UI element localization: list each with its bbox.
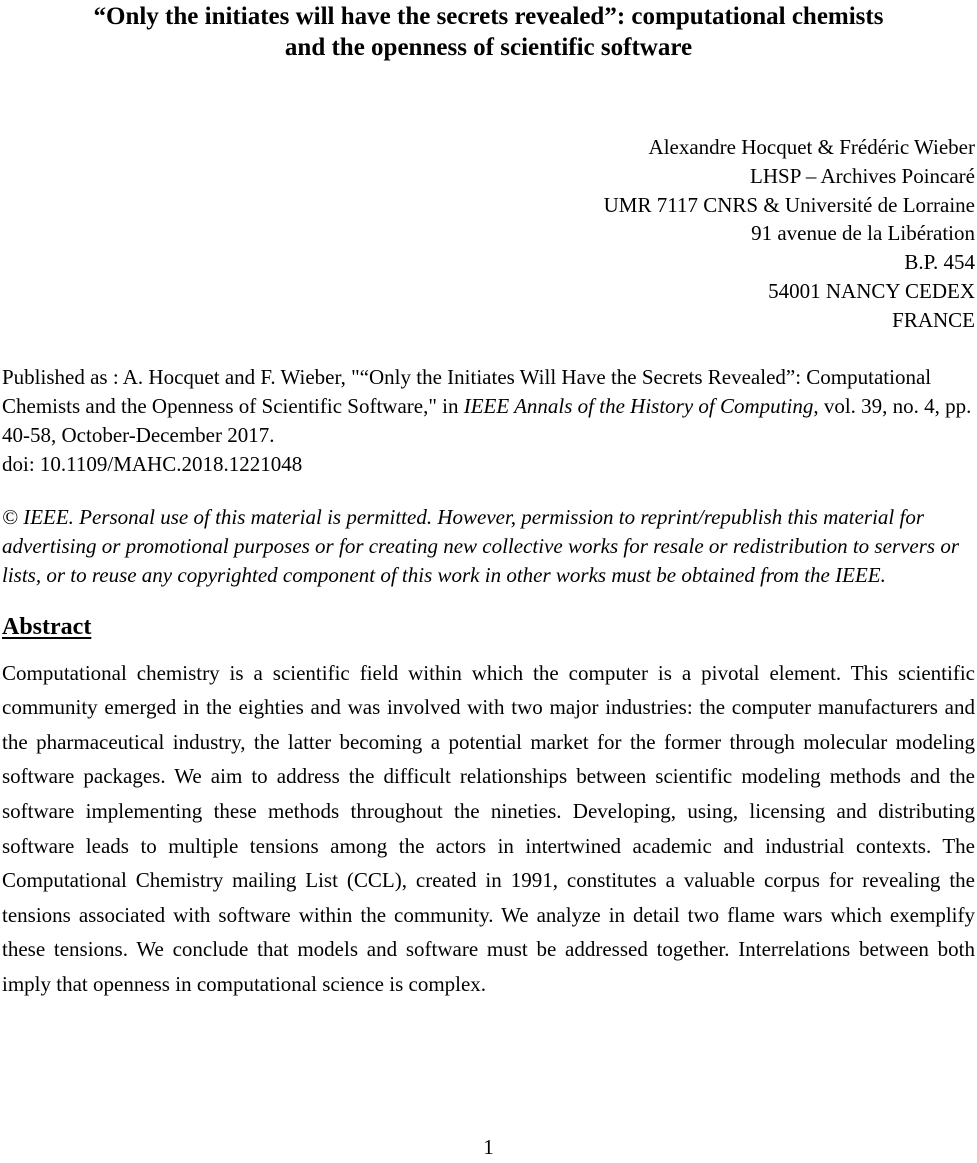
published-as-paragraph bbox=[2, 363, 975, 479]
author-address-box: B.P. 454 bbox=[904, 250, 975, 275]
author-address-country: FRANCE bbox=[892, 307, 975, 332]
published-as-text: Published as : A. Hocquet and F. Wieber, "“Only the Initiates Will Have the Secrets Revealed”: Computational Chemists and the Openness of Scientific Software," in bbox=[2, 364, 932, 418]
author-address-street: 91 avenue de la Libération bbox=[751, 221, 975, 246]
doi-line: doi: 10.1109/MAHC.2018.1221048 bbox=[2, 451, 303, 476]
paper-title bbox=[2, 0, 975, 63]
page-number: 1 bbox=[483, 1135, 494, 1159]
abstract-text: Computational chemistry is a scientific field within which the computer is a pivotal element. This scientific community emerged in the eighties and was involved with two major industries: the computer manufacturers and the pharmaceutical industry, the latter becoming a potential market for the former through molecular modeling software packages. We aim to address the difficult relationships between scientific modeling methods and the software implementing these methods throughout the nineties. Developing, using, licensing and distributing software leads to multiple tensions among the actors in intertwined academic and industrial contexts. The Computational Chemistry mailing List (CCL), created in 1991, constitutes a valuable corpus for revealing the tensions associated with software within the community. We analyze in detail two flame wars which exemplify these tensions. We conclude that models and software must be addressed together. Interrelations between both imply that openness in computational science is complex. bbox=[2, 660, 975, 996]
abstract-heading: Abstract bbox=[2, 613, 92, 640]
published-as-details: , vol. 39, no. 4, pp. 40-58, October-December 2017. bbox=[2, 393, 972, 447]
journal-name: IEEE Annals of the History of Computing bbox=[463, 393, 814, 418]
author-affiliation-university: UMR 7117 CNRS & Université de Lorraine bbox=[603, 192, 975, 217]
author-affiliation-lab: LHSP – Archives Poincaré bbox=[750, 163, 975, 188]
author-names: Alexandre Hocquet & Frédéric Wieber bbox=[648, 135, 975, 159]
author-address-city: 54001 NANCY CEDEX bbox=[768, 278, 975, 303]
ieee-copyright-notice: © IEEE. Personal use of this material is permitted. However, permission to reprint/republish this material for advertising or promotional purposes or for creating new collective works for resale or redistribution to servers or lists, or to reuse any copyrighted component of this work in other works must be obtained from the IEEE. bbox=[2, 504, 959, 587]
paper-title-line1: “Only the initiates will have the secrets revealed”: computational chemists bbox=[93, 3, 884, 30]
author-block bbox=[2, 133, 975, 335]
paper-title-line2: and the openness of scientific software bbox=[284, 34, 693, 61]
